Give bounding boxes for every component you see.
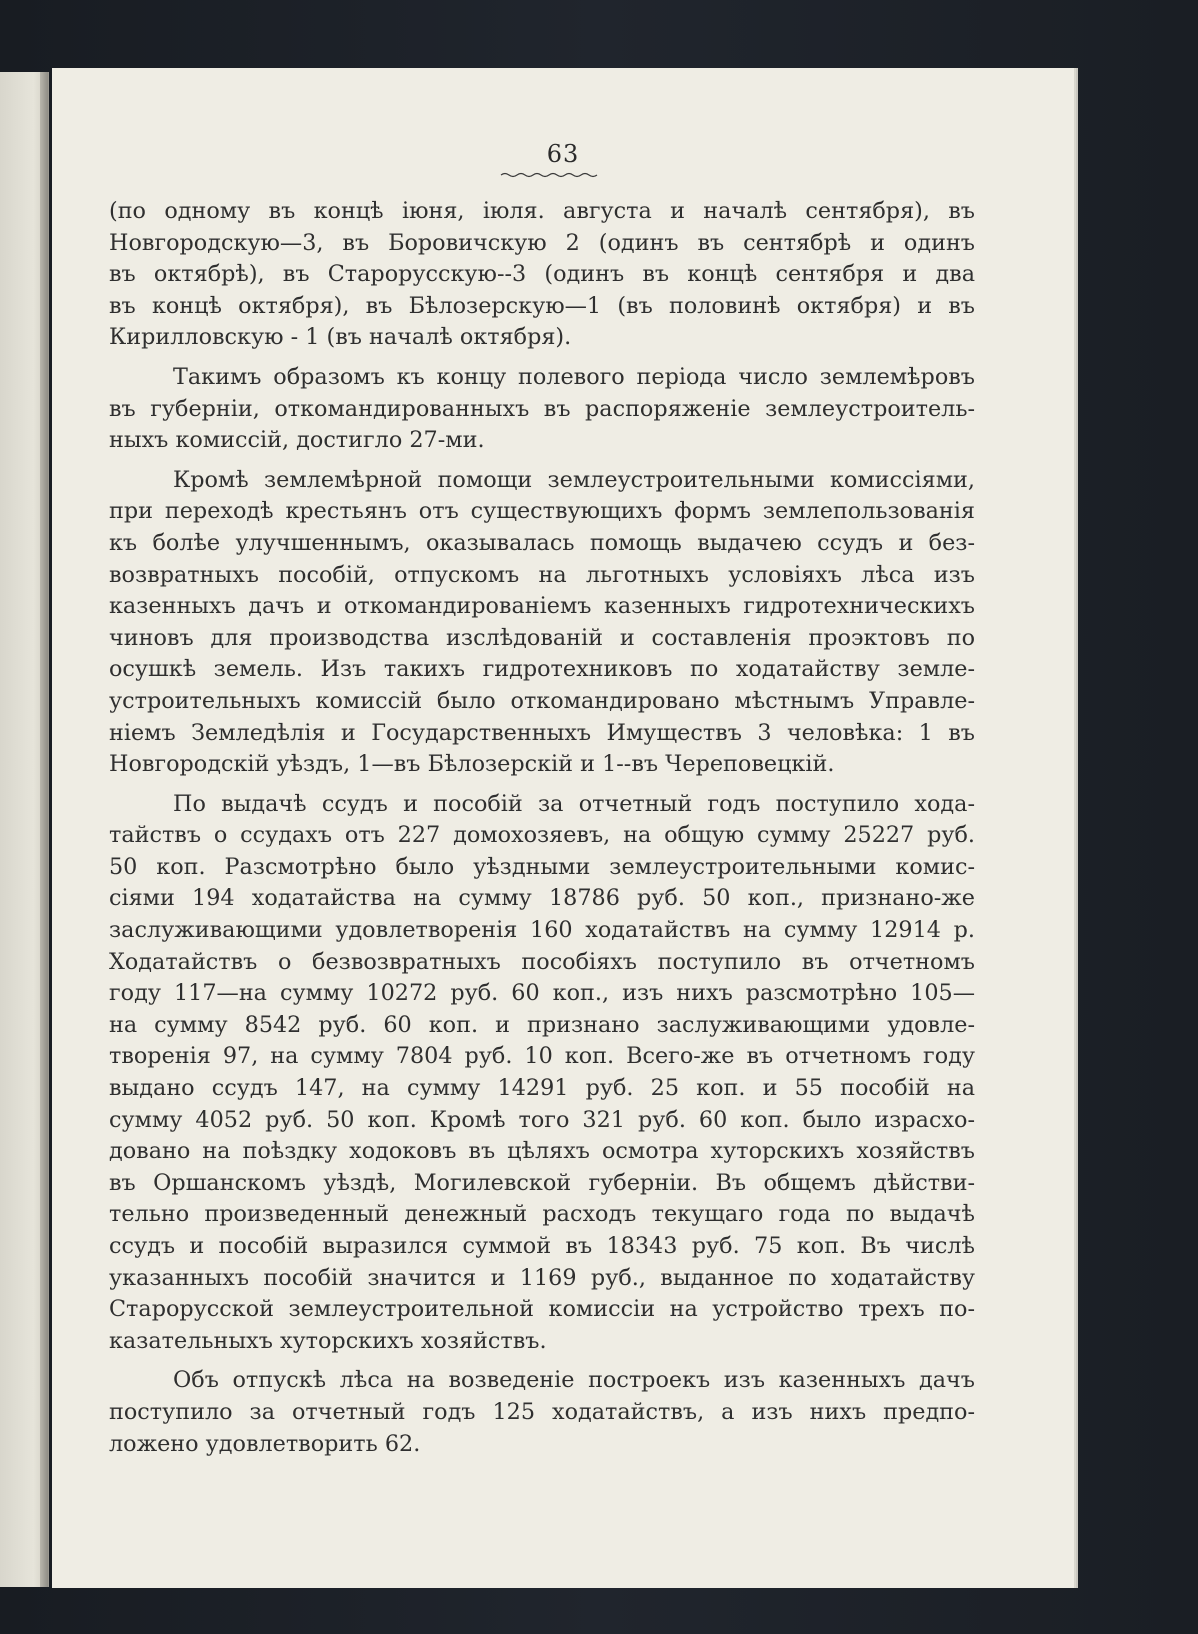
text-line: довано на поѣздку ходоковъ въ цѣляхъ осмотра хуторскихъ хозяйствъ [109, 1138, 975, 1165]
text-line: тайствъ о ссудахъ отъ 227 домохозяевъ, на общую сумму 25227 руб. [109, 822, 975, 849]
paragraph [109, 1365, 975, 1460]
text-line: Старорусской землеустроительной комиссіи на устройство трехъ по- [109, 1296, 975, 1323]
text-line: Кромѣ землемѣрной помощи землеустроительными комиссіями, [173, 466, 975, 493]
text-line: сумму 4052 руб. 50 коп. Кромѣ того 321 руб. 60 коп. было израсхо- [109, 1106, 975, 1133]
text-line: устроительныхъ комиссій было откомандировано мѣстнымъ Управле- [109, 687, 975, 714]
paragraph [109, 465, 975, 781]
paragraph [109, 362, 975, 457]
text-line: на сумму 8542 руб. 60 коп. и признано заслуживающими удовле- [109, 1011, 975, 1038]
text-line: 50 коп. Разсмотрѣно было уѣздными землеустроительными комис- [109, 853, 975, 880]
text-line: къ болѣе улучшеннымъ, оказывалась помощь выдачею ссудъ и без- [109, 529, 975, 556]
text-line: По выдачѣ ссудъ и пособій за отчетный годъ поступило хода- [173, 790, 975, 817]
text-line: творенія 97, на сумму 7804 руб. 10 коп. Всего-же въ отчетномъ году [109, 1043, 975, 1070]
text-line: тельно произведенный денежный расходъ текущаго года по выдачѣ [109, 1201, 975, 1228]
text-line: поступило за отчетный годъ 125 ходатайствъ, а изъ нихъ предпо- [109, 1398, 975, 1425]
text-line: указанныхъ пособій значится и 1169 руб., выданное по ходатайству [109, 1264, 975, 1291]
body-text [109, 196, 975, 1460]
book-page [52, 68, 1074, 1588]
text-line: осушкѣ земель. Изъ такихъ гидротехниковъ по ходатайству земле- [109, 656, 975, 683]
text-line: ложено удовлетворить 62. [109, 1430, 421, 1457]
text-line: возвратныхъ пособій, отпускомъ на льготныхъ условіяхъ лѣса изъ [109, 561, 975, 588]
text-line: Новгородскую—3, въ Боровичскую 2 (одинъ въ сентябрѣ и одинъ [109, 229, 975, 256]
text-line: Объ отпускѣ лѣса на возведеніе построекъ изъ казенныхъ дачъ [173, 1367, 975, 1394]
paragraph-gap [109, 1357, 975, 1365]
book-gutter [40, 72, 48, 1587]
paragraph-gap [109, 354, 975, 362]
text-line: въ Оршанскомъ уѣздѣ, Могилевской губерніи. Въ общемъ дѣйстви- [109, 1169, 975, 1196]
text-line: ніемъ Земледѣлія и Государственныхъ Имуществъ 3 человѣка: 1 въ [109, 719, 975, 746]
text-line: Ходатайствъ о безвозвратныхъ пособіяхъ поступило въ отчетномъ [109, 948, 975, 975]
text-line: заслуживающими удовлетворенія 160 ходатайствъ на сумму 12914 р. [109, 917, 975, 944]
text-line: при переходѣ крестьянъ отъ существующихъ формъ землепользованія [109, 498, 975, 525]
text-line: Такимъ образомъ къ концу полевого періода число землемѣровъ [173, 363, 975, 390]
text-line: въ октябрѣ), въ Старорусскую--3 (одинъ въ концѣ сентября и два [109, 261, 975, 288]
text-line: году 117—на сумму 10272 руб. 60 коп., изъ нихъ разсмотрѣно 105— [109, 980, 975, 1007]
text-line: выдано ссудъ 147, на сумму 14291 руб. 25 коп. и 55 пособій на [109, 1075, 975, 1102]
text-line: въ концѣ октября), въ Бѣлозерскую—1 (въ половинѣ октября) и въ [109, 292, 975, 319]
paragraph-gap [109, 781, 975, 789]
text-line: Кирилловскую - 1 (въ началѣ октября). [109, 324, 572, 351]
text-line: чиновъ для производства изслѣдованій и составленія проэктовъ по [109, 624, 975, 651]
text-line: казенныхъ дачъ и откомандированіемъ казенныхъ гидротехническихъ [109, 593, 975, 620]
text-line: ссудъ и пособій выразился суммой въ 18343 руб. 75 коп. Въ числѣ [109, 1233, 975, 1259]
text-line: Новгородскій уѣздъ, 1—въ Бѣлозерскій и 1--въ Череповецкій. [109, 751, 835, 778]
page-number: 63 [546, 140, 580, 168]
text-line: ныхъ комиссій, достигло 27-ми. [109, 427, 485, 454]
text-line: сіями 194 ходатайства на сумму 18786 руб. 50 коп., признано-же [109, 885, 975, 912]
text-line: въ губерніи, откомандированныхъ въ распоряженіе землеустроитель- [109, 395, 975, 422]
page-number-ornament [499, 171, 599, 179]
text-line: (по одному въ концѣ іюня, іюля. августа и началѣ сентября), въ [109, 198, 975, 224]
paragraph [109, 196, 975, 354]
paragraph-gap [109, 457, 975, 465]
paragraph [109, 789, 975, 1358]
text-line: казательныхъ хуторскихъ хозяйствъ. [109, 1327, 547, 1354]
